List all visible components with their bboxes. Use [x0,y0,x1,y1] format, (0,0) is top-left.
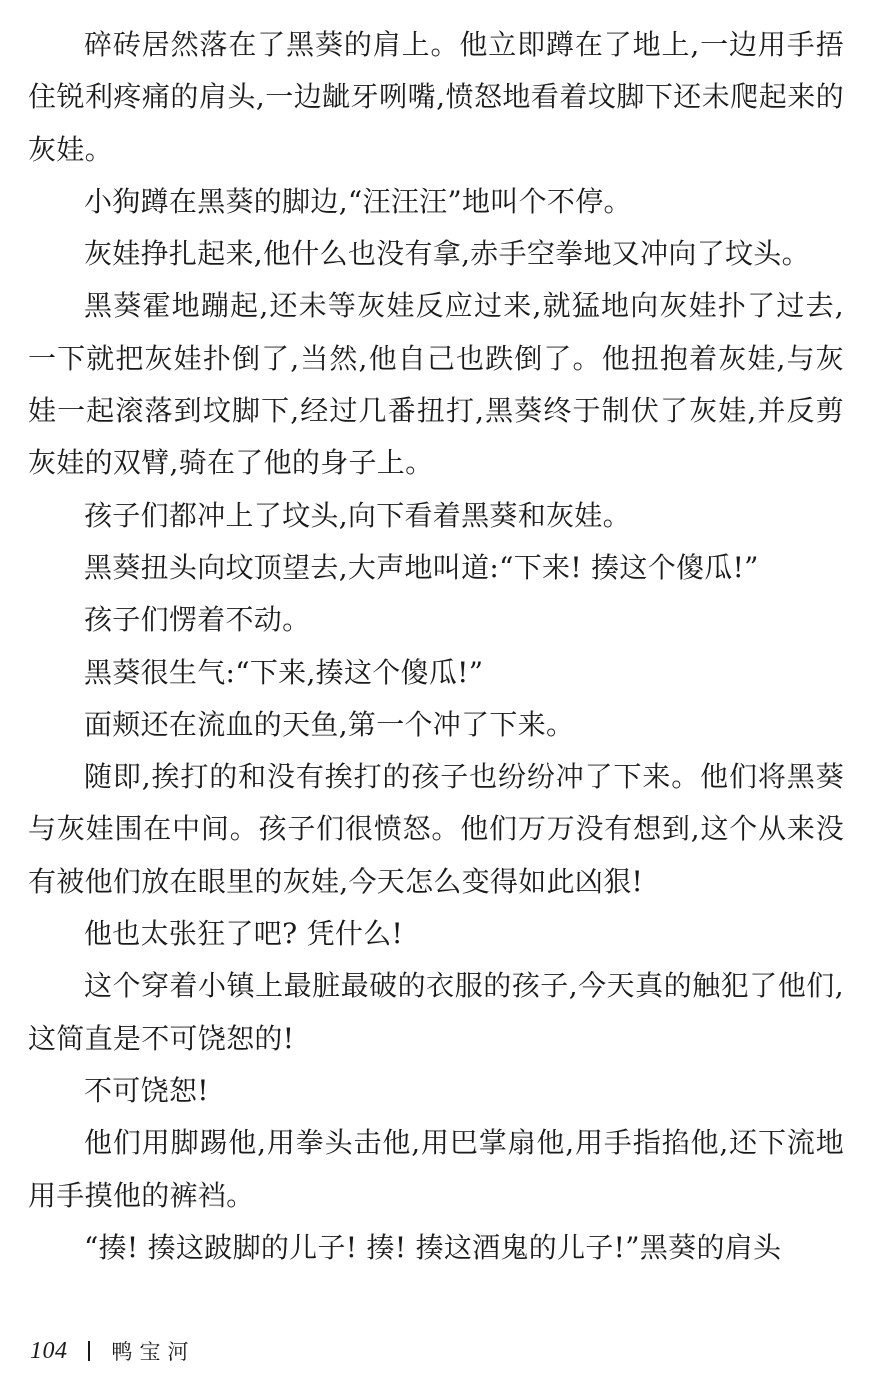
paragraph: 孩子们愣着不动。 [84,603,311,637]
paragraph: “揍! 揍这跛脚的儿子! 揍! 揍这酒鬼的儿子!”黑葵的肩头 [84,1230,782,1264]
paragraph: 随即,挨打的和没有挨打的孩子也纷纷冲了下来。他们将黑葵与灰娃围在中间。孩子们很愤怒。他们万万没有想到,这个从来没有被他们放在眼里的灰娃,今天怎么变得如此凶狠! [28,760,844,898]
paragraph: 黑葵扭头向坟顶望去,大声地叫道:“下来! 揍这个傻瓜!” [84,550,759,584]
book-title: 鸭宝河 [111,1340,196,1364]
footer-divider [88,1341,90,1361]
paragraph: 这个穿着小镇上最脏最破的衣服的孩子,今天真的触犯了他们,这简直是不可饶恕的! [28,969,844,1055]
paragraph: 黑葵很生气:“下来,揍这个傻瓜!” [84,655,484,689]
paragraph: 他也太张狂了吧? 凭什么! [84,917,404,951]
paragraph: 不可饶恕! [84,1073,209,1107]
paragraph: 面颊还在流血的天鱼,第一个冲了下来。 [84,707,575,741]
paragraph: 黑葵霍地蹦起,还未等灰娃反应过来,就猛地向灰娃扑了过去,一下就把灰娃扑倒了,当然,他自己也跌倒了。他扭抱着灰娃,与灰娃一起滚落到坟脚下,经过几番扭打,黑葵终于制伏了灰娃,并反剪灰娃的双臂,骑在了他的身子上。 [28,289,844,480]
page-footer [30,1333,196,1369]
page-number: 104 [30,1337,68,1364]
paragraph: 孩子们都冲上了坟头,向下看着黑葵和灰娃。 [84,498,631,532]
paragraph: 小狗蹲在黑葵的脚边,“汪汪汪”地叫个不停。 [84,184,632,218]
paragraph: 灰娃挣扎起来,他什么也没有拿,赤手空拳地又冲向了坟头。 [84,237,810,271]
body-text [28,19,844,1274]
paragraph: 他们用脚踢他,用拳头击他,用巴掌扇他,用手指掐他,还下流地用手摸他的裤裆。 [28,1126,844,1212]
paragraph: 碎砖居然落在了黑葵的肩上。他立即蹲在了地上,一边用手捂住锐利疼痛的肩头,一边龇牙咧嘴,愤怒地看着坟脚下还未爬起来的灰娃。 [28,28,844,166]
